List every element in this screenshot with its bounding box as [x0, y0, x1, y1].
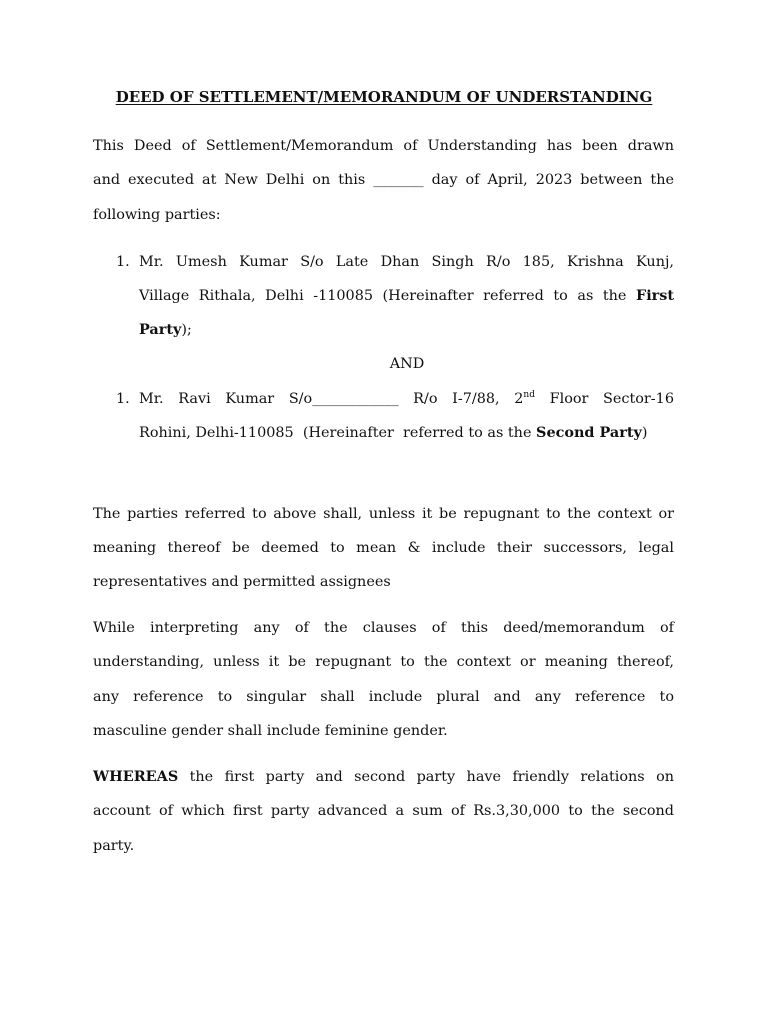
para3-line-3: party.	[93, 838, 135, 854]
para2-line-1: While interpreting any of the clauses of this deed/memorandum of	[93, 620, 674, 636]
para3-line-2: account of which first party advanced a sum of Rs.3,30,000 to the second	[93, 803, 674, 819]
party2-ordinal-suffix: nd	[523, 390, 535, 401]
party2-line-2	[139, 423, 674, 443]
party2-second-party-label: Second Party	[536, 424, 642, 441]
party1-line-3-end: );	[181, 322, 192, 338]
para3-line-1-text: the first party and second party have friendly relations on	[178, 769, 674, 785]
party2-line-1-end: Floor Sector-16	[534, 391, 674, 407]
para1-line-3: representatives and permitted assignees	[93, 574, 391, 590]
document-title-text: DEED OF SETTLEMENT/MEMORANDUM OF UNDERSTANDING	[115, 88, 653, 106]
document-title	[0, 86, 768, 108]
party1-line-1: Mr. Umesh Kumar S/o Late Dhan Singh R/o 185, Krishna Kunj,	[139, 254, 674, 270]
para1-line-2: meaning thereof be deemed to mean & include their successors, legal	[93, 540, 674, 556]
intro-line-1: This Deed of Settlement/Memorandum of Understanding has been drawn	[93, 138, 674, 154]
party2-line-2-text: Rohini, Delhi-110085 (Hereinafter referred to as the	[139, 425, 537, 441]
party2-number: 1.	[116, 391, 130, 407]
party1-first-label: First	[636, 287, 675, 304]
para2-line-2: understanding, unless it be repugnant to the context or meaning thereof,	[93, 654, 674, 670]
whereas-label: WHEREAS	[93, 768, 179, 785]
party1-party-label: Party	[139, 321, 182, 338]
and-separator: AND	[389, 356, 425, 372]
party1-number: 1.	[116, 254, 130, 270]
party2-line-1-text: Mr. Ravi Kumar S/o____________ R/o I-7/88, 2	[139, 391, 524, 407]
para3-line-1	[93, 767, 674, 787]
party1-line-2-text: Village Rithala, Delhi -110085 (Hereinafter referred to as the	[139, 288, 627, 304]
party2-line-2-end: )	[641, 425, 648, 441]
intro-line-3: following parties:	[93, 207, 221, 223]
intro-line-2: and executed at New Delhi on this _______ day of April, 2023 between the	[93, 172, 674, 188]
party1-line-3	[139, 320, 674, 340]
para2-line-4: masculine gender shall include feminine gender.	[93, 723, 448, 739]
para1-line-1: The parties referred to above shall, unless it be repugnant to the context or	[93, 506, 674, 522]
para2-line-3: any reference to singular shall include plural and any reference to	[93, 689, 674, 705]
party2-line-1	[139, 389, 674, 409]
party1-line-2	[139, 286, 674, 306]
